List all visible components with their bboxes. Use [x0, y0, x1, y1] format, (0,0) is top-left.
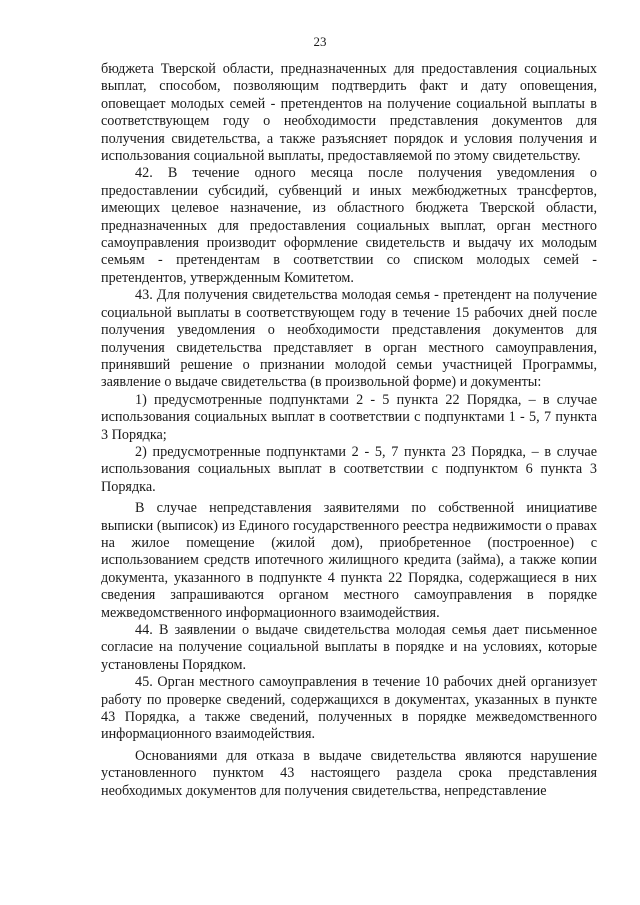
page-number: 23: [313, 34, 327, 49]
paragraph-subitem-2: 2) предусмотренные подпунктами 2 - 5, 7 пункта 23 Порядка, – в случае использования социальных выплат в соответствии с подпунктом 6 пункта 3 Порядка.: [101, 443, 597, 495]
paragraph-refusal-grounds: Основаниями для отказа в выдаче свидетельства являются нарушение установленного пунктом 43 настоящего раздела срока представления необходимых документов для получения свидетельства, непредставление: [101, 747, 597, 799]
paragraph-item-44: 44. В заявлении о выдаче свидетельства молодая семья дает письменное согласие на получение социальной выплаты в порядке и на условиях, которые установлены Порядком.: [101, 622, 597, 673]
paragraph-subitem-1: 1) предусмотренные подпунктами 2 - 5 пункта 22 Порядка, – в случае использования социальных выплат в соответствии с подпунктами 1 - 5, 7 пункта 3 Порядка;: [101, 391, 597, 443]
paragraph-item-45: 45. Орган местного самоуправления в течение 10 рабочих дней организует работу по проверке сведений, содержащихся в документах, указанных в пункте 43 Порядка, а также сведений, полученных в порядке межведомственного информационного взаимодействия.: [101, 674, 597, 743]
document-body: [101, 61, 597, 800]
paragraph-extract-request: В случае непредставления заявителями по собственной инициативе выписки (выписок) из Единого государственного реестра недвижимости о правах на жилое помещение (жилой дом), приобретенное (построенное) с использованием средств ипотечного жилищного кредита (займа), а также копии документа, указанного в подпункте 4 пункта 22 Порядка, содержащиеся в них сведения запрашиваются органом местного самоуправления в порядке межведомственного информационного взаимодействия.: [101, 500, 597, 621]
paragraph-continuation: бюджета Тверской области, предназначенных для предоставления социальных выплат, способом, позволяющим подтвердить факт и дату оповещения, оповещает молодых семей - претендентов на получение социальной выплаты в соответствующем году о необходимости представления документов для получения свидетельства, а также разъясняет порядок и условия получения и использования социальной выплаты, предоставляемой по этому свидетельству.: [101, 61, 597, 165]
paragraph-item-42: 42. В течение одного месяца после получения уведомления о предоставлении субсидий, субвенций и иных межбюджетных трансфертов, имеющих целевое назначение, из областного бюджета Тверской области, предназначенных для предоставления социальных выплат, орган местного самоуправления производит оформление свидетельств и выдачу их молодым семьям - претендентам в соответствии со списком молодых семей - претендентов, утвержденным Комитетом.: [101, 165, 597, 286]
paragraph-item-43: 43. Для получения свидетельства молодая семья - претендент на получение социальной выплаты в соответствующем году в течение 15 рабочих дней после получения уведомления о необходимости представления документов для получения свидетельства представляет в орган местного самоуправления, принявший решение о признании молодой семьи участницей Программы, заявление о выдаче свидетельства (в произвольной форме) и документы:: [101, 287, 597, 391]
